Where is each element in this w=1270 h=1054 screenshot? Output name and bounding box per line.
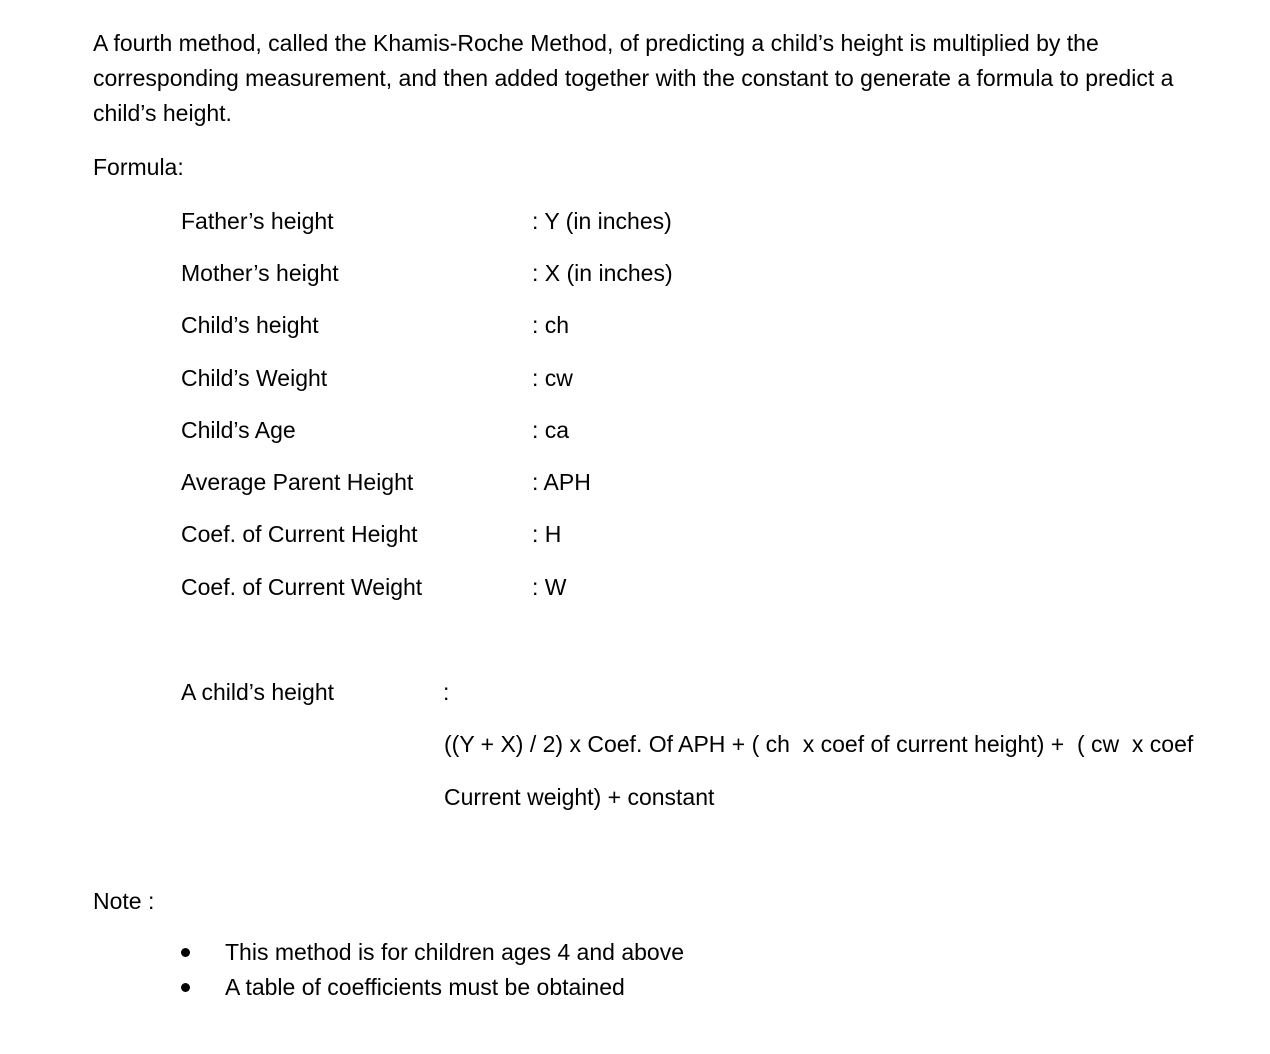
variable-symbol: : ca — [532, 417, 570, 443]
variable-row — [181, 205, 781, 237]
result-colon: : — [443, 679, 450, 705]
variable-row — [181, 571, 781, 603]
list-item — [175, 935, 684, 970]
note-item-text: This method is for children ages 4 and above — [225, 939, 684, 965]
variable-symbol: : cw — [532, 365, 573, 391]
variable-name: Child’s Age — [181, 417, 296, 443]
list-item — [175, 970, 684, 1005]
variable-name: Child’s Weight — [181, 365, 328, 391]
variable-symbol: : X (in inches) — [532, 260, 673, 286]
variable-name: Coef. of Current Weight — [181, 574, 423, 600]
variable-row — [181, 466, 781, 498]
variable-symbol: : H — [532, 521, 562, 547]
variable-row — [181, 362, 781, 394]
bullet-icon — [181, 983, 190, 992]
formula-expression-line-2: Current weight) + constant — [444, 784, 715, 810]
variable-symbol: : APH — [532, 469, 591, 495]
bullet-icon — [181, 948, 190, 957]
variable-row — [181, 309, 781, 341]
intro-paragraph: A fourth method, called the Khamis-Roche Method, of predicting a child’s height is multiplied by the corresponding measurement, and then added together with the constant to generate a formula to predict a child’s height. — [93, 30, 1174, 126]
variable-name: Child’s height — [181, 312, 319, 338]
variable-symbol: : Y (in inches) — [532, 208, 672, 234]
variable-name: Father’s height — [181, 208, 334, 234]
note-list — [175, 935, 684, 1005]
formula-heading: Formula: — [93, 154, 184, 180]
variable-row — [181, 257, 781, 289]
variable-name: Coef. of Current Height — [181, 521, 418, 547]
note-item-text: A table of coefficients must be obtained — [225, 974, 625, 1000]
variable-row — [181, 414, 781, 446]
variable-symbol: : W — [532, 574, 567, 600]
formula-expression-line-1: ((Y + X) / 2) x Coef. Of APH + ( ch x coef of current height) + ( cw x coef — [444, 731, 1194, 757]
variable-name: Mother’s height — [181, 260, 339, 286]
result-label: A child’s height — [181, 679, 335, 705]
variable-symbol: : ch — [532, 312, 570, 338]
variable-row — [181, 518, 781, 550]
note-heading: Note : — [93, 888, 155, 914]
variable-name: Average Parent Height — [181, 469, 414, 495]
